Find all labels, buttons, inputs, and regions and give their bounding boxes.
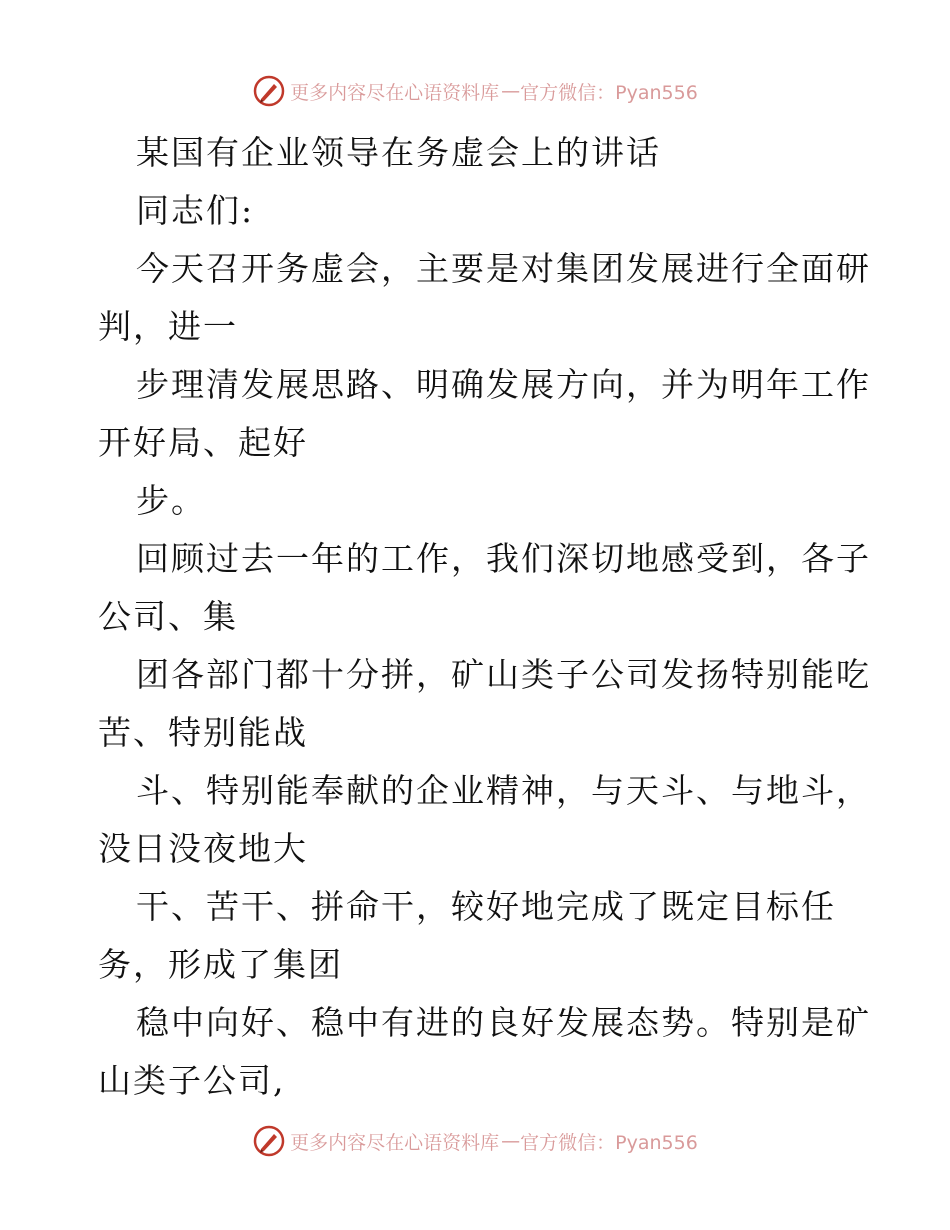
pen-logo-icon xyxy=(252,1124,286,1158)
text-line: 务，形成了集团 xyxy=(98,945,343,984)
document-body xyxy=(98,124,871,1110)
text-line: 判，进一 xyxy=(98,307,238,346)
text-line: 某国有企业领导在务虚会上的讲话 xyxy=(136,133,661,172)
text-line: 步理清发展思路、明确发展方向，并为明年工作 xyxy=(136,365,871,404)
text-line: 苦、特别能战 xyxy=(98,713,308,752)
header-watermark xyxy=(0,74,950,108)
watermark-dash: — xyxy=(501,1130,521,1152)
text-line: 开好局、起好 xyxy=(98,423,308,462)
text-line: 山类子公司, xyxy=(98,1061,286,1100)
text-line: 回顾过去一年的工作，我们深切地感受到，各子 xyxy=(136,539,871,578)
pen-logo-icon xyxy=(252,74,286,108)
text-line: 稳中向好、稳中有进的良好发展态势。特别是矿 xyxy=(136,1003,871,1042)
text-line: 干、苦干、拼命干，较好地完成了既定目标任 xyxy=(136,887,836,926)
watermark-dash: — xyxy=(501,80,521,102)
text-line: 没日没夜地大 xyxy=(98,829,308,868)
watermark-text: 更多内容尽在心语资料库 xyxy=(290,1131,500,1154)
watermark-contact: 官方微信：Pyan556 xyxy=(520,81,698,104)
text-line: 斗、特别能奉献的企业精神，与天斗、与地斗， xyxy=(136,771,871,810)
watermark-text: 更多内容尽在心语资料库 xyxy=(290,81,500,104)
text-line: 今天召开务虚会，主要是对集团发展进行全面研 xyxy=(136,249,871,288)
text-line: 同志们: xyxy=(136,191,255,230)
text-line: 公司、集 xyxy=(98,597,238,636)
watermark-contact: 官方微信：Pyan556 xyxy=(520,1131,698,1154)
text-line: 团各部门都十分拼，矿山类子公司发扬特别能吃 xyxy=(136,655,871,694)
text-line: 步。 xyxy=(136,481,206,520)
footer-watermark xyxy=(0,1124,950,1158)
